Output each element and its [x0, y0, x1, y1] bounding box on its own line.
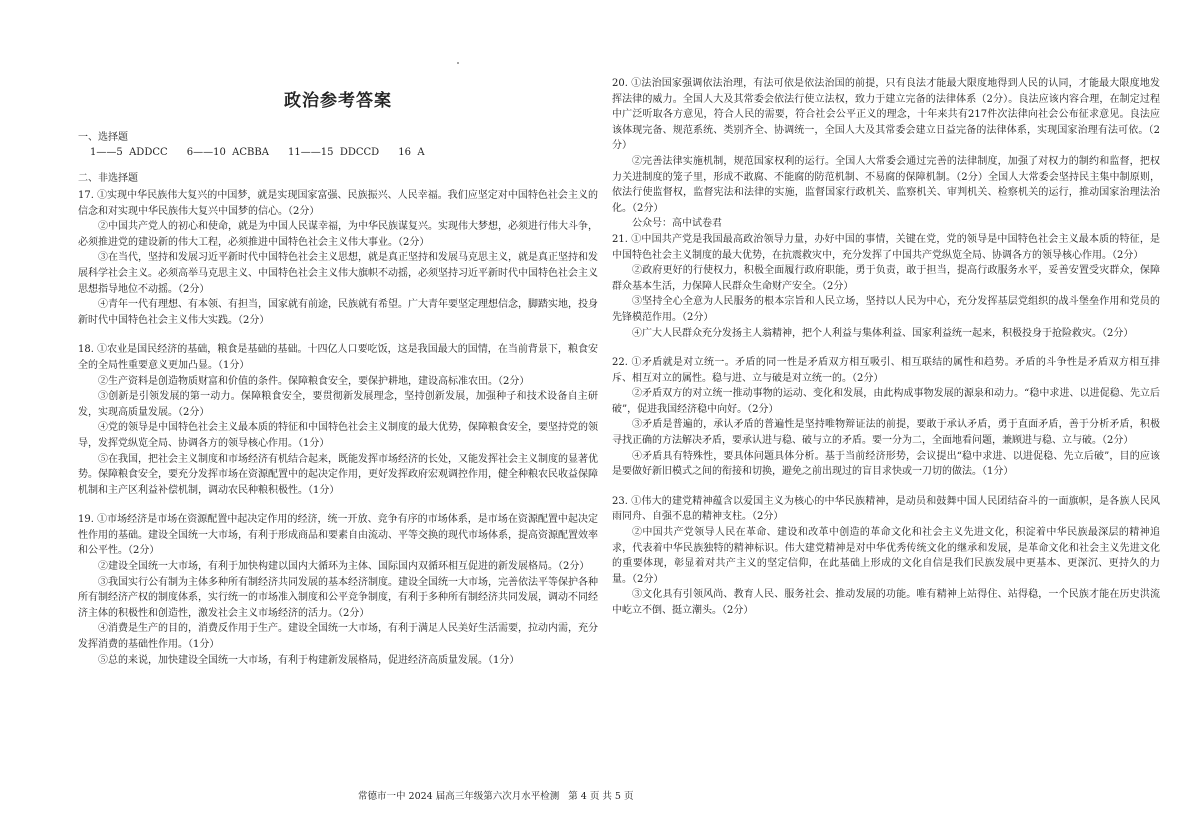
- answer-paragraph: 17. ①实现中华民族伟大复兴的中国梦，就是实现国家富强、民族振兴、人民幸福。我们应坚定对中国特色社会主义的信念和对实现中华民族伟大复兴中国梦的信心。（2分）: [78, 190, 598, 217]
- section-heading-nonchoice: 二、非选择题: [78, 173, 138, 184]
- choice-answers: 1——5 ADDCC 6——10 ACBBA 11——15 DDCCD 16 A: [90, 147, 425, 158]
- answer-paragraph: 20. ①法治国家强调依法治理，有法可依是依法治国的前提，只有良法才能最大限度地得到人民的认同，才能最大限度地发挥法律的威力。全国人大及其常委会依法行使立法权，致力于建立完备的法律体系（2分）。良法应该内容合理，在制定过程中广泛听取各方意见，符合人民的需要，符合社会公平正义的理念，十年来共有217件次法律向社会公布征求意见。良法应该体现完备、规范系统、类别齐全、协调统一，全国人大及其常委会建立日益完备的法律体系，实现国家治理有法可依。（2分）: [612, 78, 1160, 152]
- answer-paragraph: ③在当代，坚持和发展习近平新时代中国特色社会主义思想，就是真正坚持和发展马克思主义，就是真正坚持和发展科学社会主义。必须高举马克思主义、中国特色社会主义伟大旗帜不动摇，必须坚持习近平新时代中国特色社会主义思想指导地位不动摇。（2分）: [78, 252, 598, 295]
- answer-paragraph: ③矛盾是普遍的，承认矛盾的普遍性是坚持唯物辩证法的前提，要敢于承认矛盾，勇于直面矛盾，善于分析矛盾，积极寻找正确的方法解决矛盾，要承认进与稳、破与立的矛盾。要一分为二，全面地看问题，兼顾进与稳、立与破。（2分）: [612, 419, 1160, 447]
- question-19: [78, 512, 598, 668]
- answer-paragraph: ④青年一代有理想、有本领、有担当，国家就有前途，民族就有希望。广大青年要坚定理想信念，脚踏实地，投身新时代中国特色社会主义伟大实践。（2分）: [78, 299, 598, 326]
- answer-paragraph: ④矛盾具有特殊性，要具体问题具体分析。基于当前经济形势，会议提出“稳中求进、以进促稳、先立后破”，目的应该是要做好新旧模式之间的衔接和切换，避免之前出现过的盲目求快或一刀切的做法。（1分）: [612, 450, 1160, 478]
- question-18: [78, 342, 598, 498]
- answer-paragraph: ②中国共产党人的初心和使命，就是为中国人民谋幸福，为中华民族谋复兴。实现伟大梦想，必须进行伟大斗争，必须推进党的建设新的伟大工程，必须推进中国特色社会主义伟大事业。（2分）: [78, 221, 598, 248]
- answer-paragraph: 19. ①市场经济是市场在资源配置中起决定作用的经济，统一开放、竞争有序的市场体系，是市场在资源配置中起决定性作用的基础。建设全国统一大市场，有利于形成商品和要素自由流动、平等交换的现代市场体系，提高资源配置效率和公平性。（2分）: [78, 514, 598, 557]
- answer-paragraph: ③坚持全心全意为人民服务的根本宗旨和人民立场，坚持以人民为中心，充分发挥基层党组织的战斗堡垒作用和党员的先锋模范作用。（2分）: [612, 296, 1160, 323]
- answer-paragraph: ⑤在我国，把社会主义制度和市场经济有机结合起来，既能发挥市场经济的长处，又能发挥社会主义制度的显著优势。保障粮食安全，要充分发挥市场在资源配置中的起决定作用，更好发挥政府宏观调控作用，健全种粮农民收益保障机制和主产区利益补偿机制，调动农民种粮积极性。（1分）: [78, 453, 598, 496]
- question-20: [612, 76, 1160, 232]
- question-23: [612, 494, 1160, 619]
- question-17: [78, 188, 598, 328]
- answer-paragraph: 23. ①伟大的建党精神蕴含以爱国主义为核心的中华民族精神，是动员和鼓舞中国人民团结奋斗的一面旗帜，是各族人民风雨同舟、自强不息的精神支柱。（2分）: [612, 495, 1160, 523]
- answer-paragraph: ③我国实行公有制为主体多种所有制经济共同发展的基本经济制度。建设全国统一大市场，完善依法平等保护各种所有制经济产权的制度体系，实行统一的市场准入制度和公平竞争制度，有利于多种所有制经济共同发展，调动不同经济主体的积极性和创造性，激发社会主义市场经济的活力。（2分）: [78, 576, 598, 619]
- question-21: [612, 232, 1160, 341]
- answer-paragraph: ④消费是生产的目的，消费反作用于生产。建设全国统一大市场，有利于满足人民美好生活需要，拉动内需，充分发挥消费的基础性作用。（1分）: [78, 623, 598, 651]
- answer-paragraph: ②政府更好的行使权力，积极全面履行政府职能，勇于负责，敢于担当，提高行政服务水平，妥善安置受灾群众，保障群众基本生活，力保障人民群众生命财产安全。（2分）: [612, 265, 1160, 292]
- answer-paragraph: ②矛盾双方的对立统一推动事物的运动、变化和发展，由此构成事物发展的源泉和动力。“稳中求进、以进促稳、先立后破”，促进我国经济稳中向好。（2分）: [612, 388, 1160, 415]
- answer-paragraph: ②建设全国统一大市场，有利于加快构建以国内大循环为主体、国际国内双循环相互促进的新发展格局。（2分）: [98, 561, 590, 573]
- answer-paragraph: ②完善法律实施机制，规范国家权利的运行。全国人大常委会通过完善的法律制度，加强了对权力的制约和监督，把权力关进制度的笼子里，形成不敢腐、不能腐的防范机制、不易腐的保障机制。（2分）全国人大常委会坚持民主集中制原则，依法行使监督权，监督宪法和法律的实施，监督国家行政机关、监察机关、审判机关、检察机关的运行，推动国家治理法治化。（2分）: [612, 155, 1160, 214]
- answer-paragraph: 22. ①矛盾就是对立统一。矛盾的同一性是矛盾双方相互吸引、相互联结的属性和趋势。矛盾的斗争性是矛盾双方相互排斥、相互对立的属性。稳与进、立与破是对立统一的。（2分）: [612, 357, 1160, 384]
- answer-paragraph: ③文化具有引领风尚、教育人民、服务社会、推动发展的功能。唯有精神上站得住、站得稳，一个民族才能在历史洪流中屹立不倒、挺立潮头。（2分）: [612, 589, 1160, 616]
- watermark-note: 公众号：高中试卷君: [632, 218, 722, 230]
- page-footer: [358, 788, 633, 802]
- left-column: [78, 130, 598, 668]
- scan-speck: [457, 62, 459, 64]
- right-column: [612, 76, 1160, 619]
- page-title: 政治参考答案: [284, 91, 392, 111]
- answer-paragraph: ⑤总的来说，加快建设全国统一大市场，有利于构建新发展格局，促进经济高质量发展。（1分）: [98, 654, 520, 666]
- footer-school: 常德市一中 2024 届高三年级第六次月水平检测: [358, 791, 560, 802]
- answer-paragraph: ②生产资料是创造物质财富和价值的条件。保障粮食安全，要保护耕地，建设高标准农田。（2分）: [98, 375, 530, 387]
- answer-paragraph: ④党的领导是中国特色社会主义最本质的特征和中国特色社会主义制度的最大优势，保障粮食安全，要坚持党的领导，发挥党纵览全局、协调各方的领导核心作用。（1分）: [78, 422, 598, 449]
- answer-paragraph: ③创新是引领发展的第一动力。保障粮食安全，要贯彻新发展理念，坚持创新发展，加强种子和技术设备自主研发，实现高质量发展。（2分）: [78, 391, 598, 418]
- answer-paragraph: ④广大人民群众充分发扬主人翁精神，把个人利益与集体利益、国家利益统一起来，积极投身于抢险救灾。（2分）: [632, 327, 1134, 339]
- section-heading-choice: 一、选择题: [78, 132, 128, 143]
- question-22: [612, 355, 1160, 480]
- answer-paragraph: 18. ①农业是国民经济的基础，粮食是基础的基础。十四亿人口要吃饭，这是我国最大的国情，在当前背景下，粮食安全的全局性重要意义更加凸显。（1分）: [78, 344, 598, 371]
- answer-paragraph: 21. ①中国共产党是我国最高政治领导力量，办好中国的事情，关键在党，党的领导是中国特色社会主义最本质的特征，是中国特色社会主义制度的最大优势，在抗震救灾中，充分发挥了中国共产党纵览全局、协调各方的领导核心作用。（2分）: [612, 233, 1160, 261]
- answer-paragraph: ②中国共产党领导人民在革命、建设和改革中创造的革命文化和社会主义先进文化，积淀着中华民族最深层的精神追求，代表着中华民族独特的精神标识。伟大建党精神是对中华优秀传统文化的继承和发展，是革命文化和社会主义先进文化的重要体现，彰显着对共产主义的坚定信仰，在此基础上形成的文化自信是我们民族发展中更基本、更深沉、更持久的力量。（2分）: [612, 527, 1160, 585]
- footer-page-number: 第 4 页 共 5 页: [568, 791, 634, 802]
